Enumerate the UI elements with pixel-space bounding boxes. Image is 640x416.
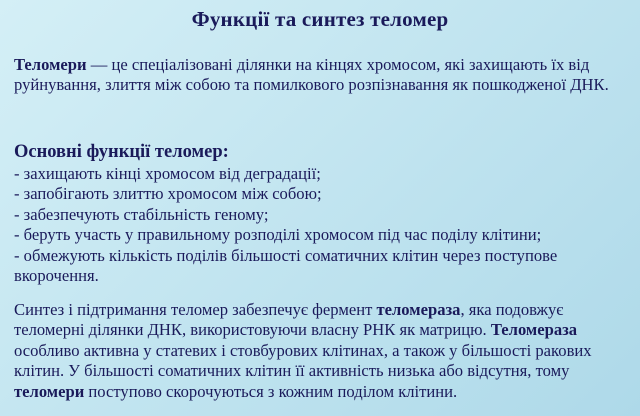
list-item: - запобігають злиттю хромосом між собою; (14, 184, 322, 204)
synthesis-enzyme-1: теломераза (376, 300, 461, 319)
functions-section (14, 141, 632, 286)
synthesis-text-1: Синтез і підтримання теломер забезпечує фермент (14, 300, 377, 319)
synthesis-text-2: , яка подовжує теломерні ділянки ДНК, використовуючи власну РНК як матрицю. (14, 300, 564, 340)
list-item: - обмежують кількість поділів більшості соматичних клітин через поступове вкорочення. (14, 245, 558, 286)
intro-term: Теломери (14, 55, 87, 74)
list-item: - захищають кінці хромосом від деградації; (14, 164, 321, 183)
functions-list (14, 164, 632, 286)
synthesis-text-4: поступово скорочуються з кожним поділом клітини. (84, 381, 458, 401)
synthesis-text-3: особливо активна у статевих і стовбурових клітинах, а також у більшості ракових клітин. У більшості соматичних клітин її активність низька або відсутня, тому (14, 340, 592, 381)
intro-paragraph (14, 55, 632, 96)
functions-heading: Основні функції теломер: (14, 142, 229, 162)
synthesis-term: теломери (14, 381, 85, 401)
synthesis-enzyme-2: Теломераза (490, 320, 578, 340)
slide-title: Функції та синтез теломер (191, 7, 449, 31)
list-item: - беруть участь у правильному розподілі хромосом під час поділу клітини; (14, 225, 542, 245)
synthesis-paragraph (14, 300, 632, 402)
list-item: - забезпечують стабільність геному; (14, 204, 269, 224)
intro-text: — це спеціалізовані ділянки на кінцях хромосом, які захищають їх від руйнування, злиття між собою та помилкового розпізнавання як пошкодженої ДНК. (14, 55, 609, 95)
